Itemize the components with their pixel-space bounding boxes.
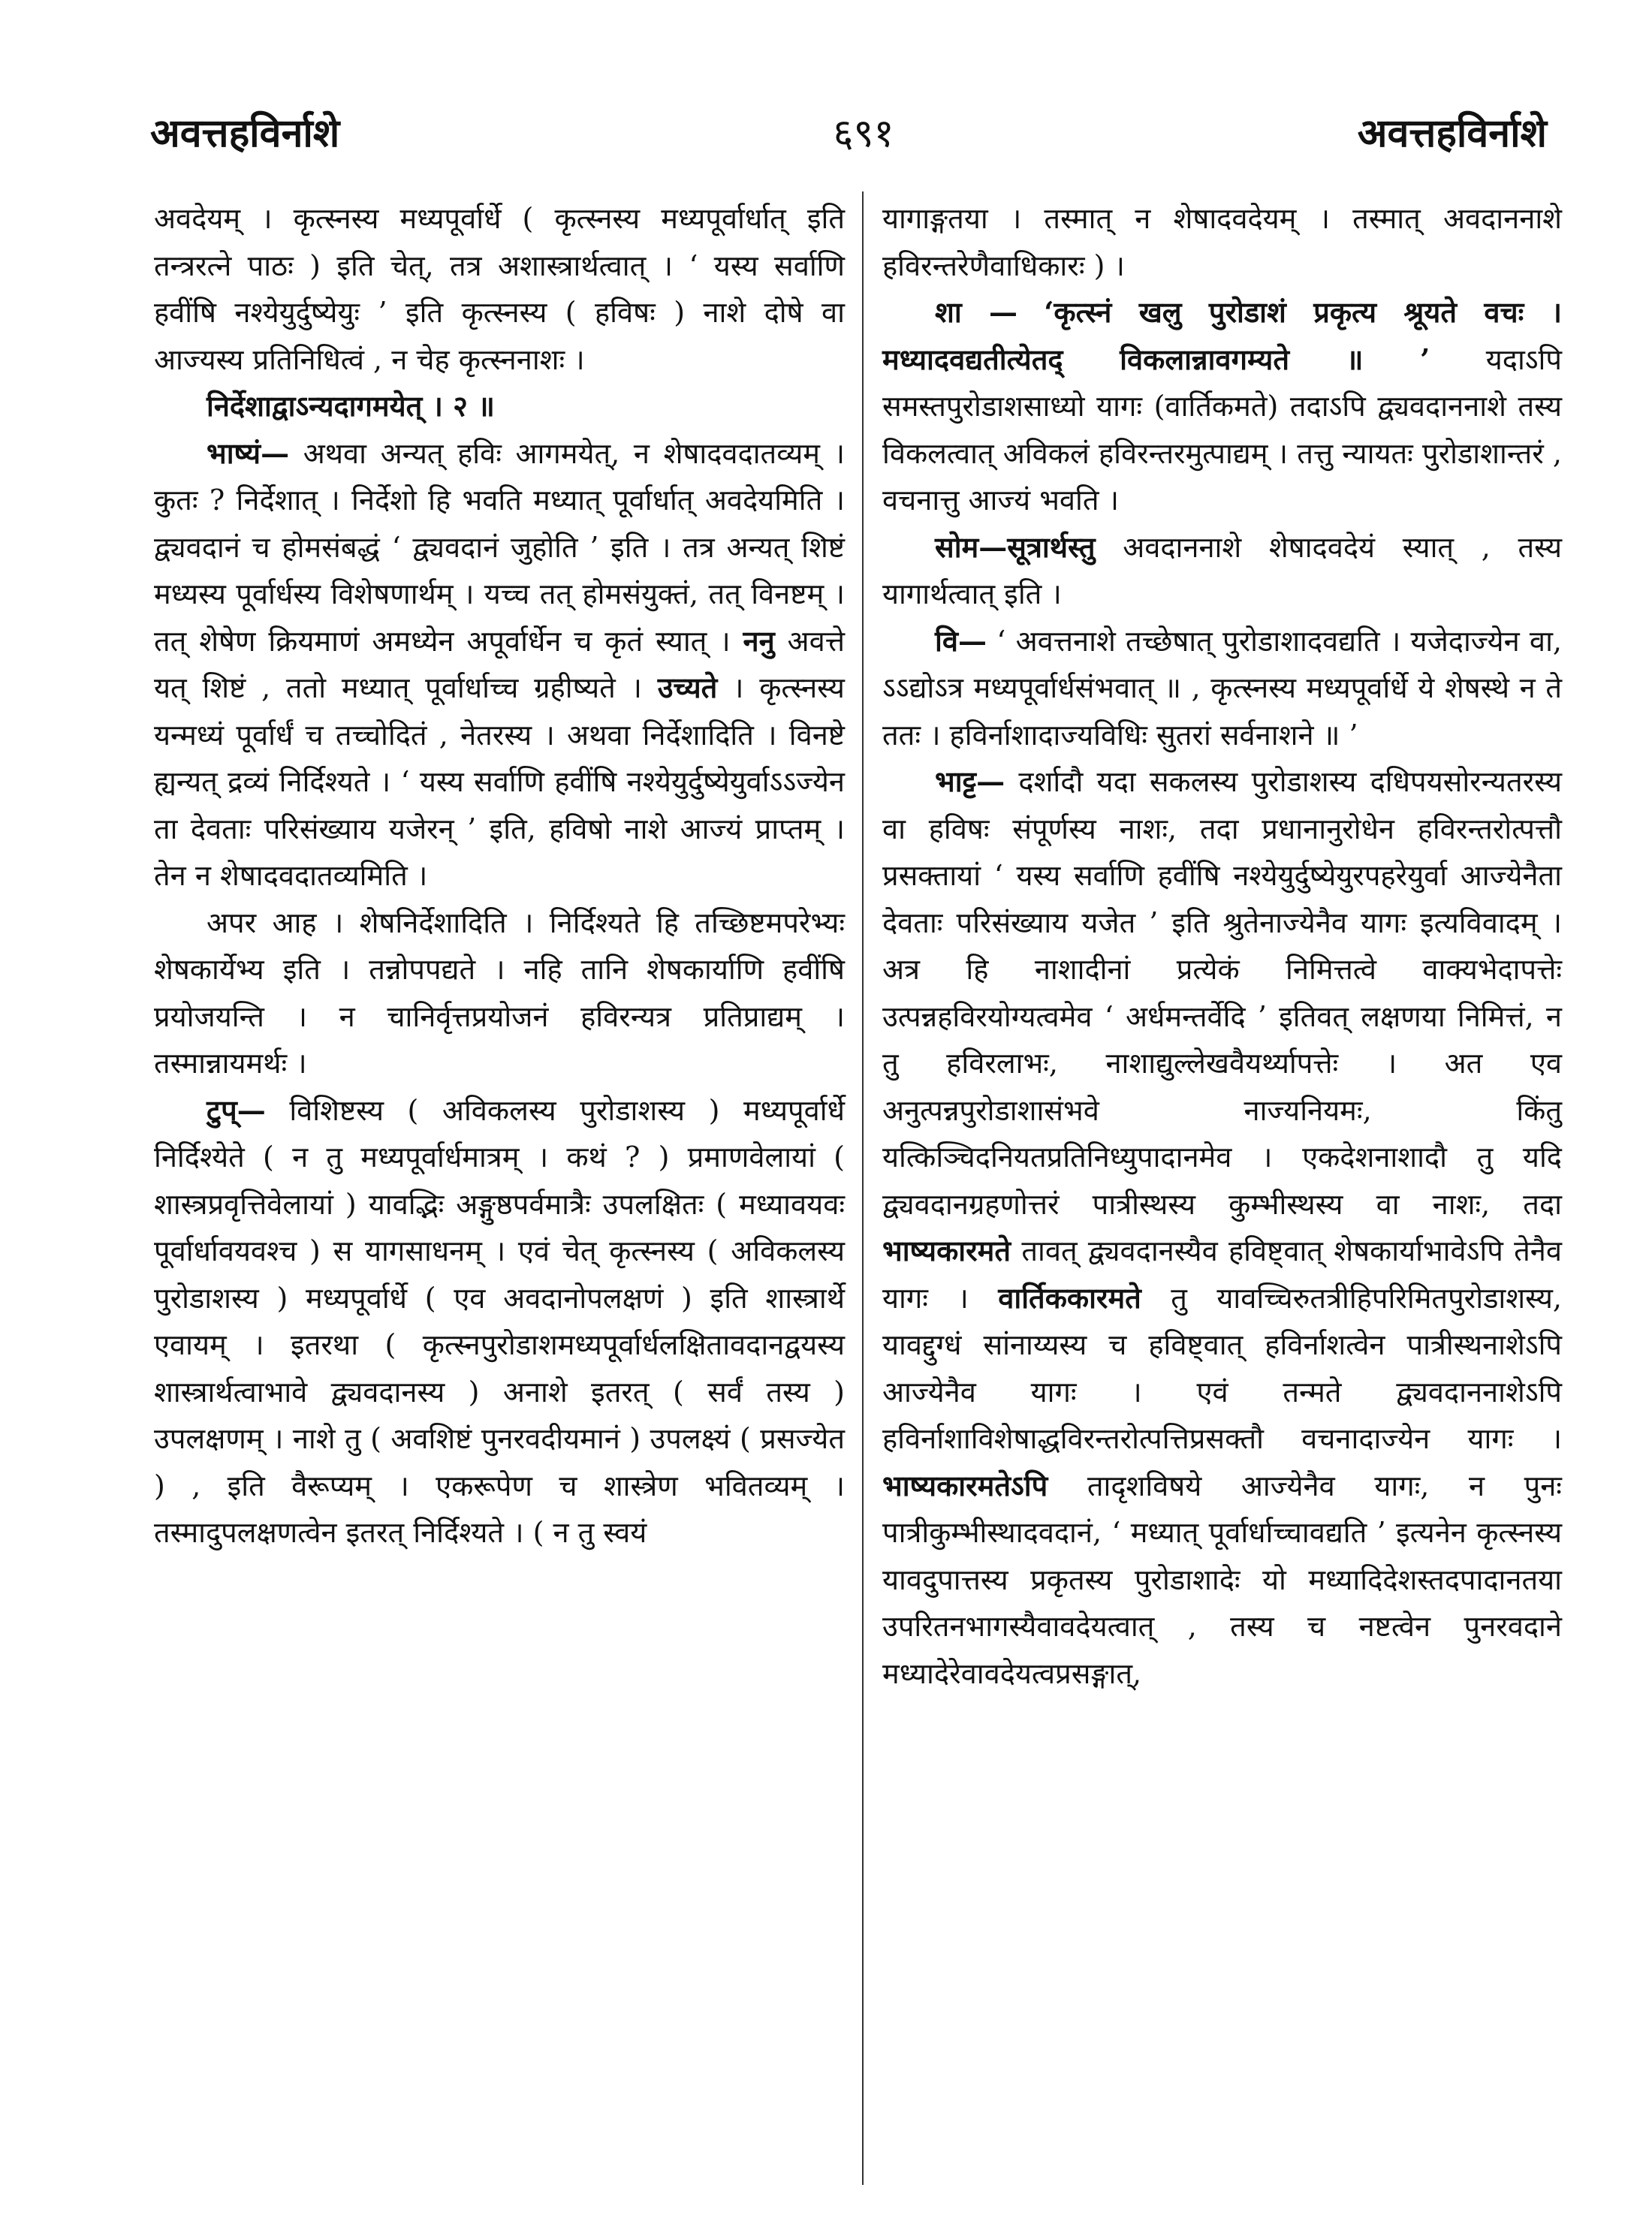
vi-paragraph	[882, 618, 1562, 759]
page-header	[150, 105, 1547, 173]
running-title-right: अवत्तहविर्नाशे	[1357, 110, 1547, 156]
som-text: अवदाननाशे शेषादवदेयं स्यात् , तस्य यागार्थत्वात् इति ।	[882, 530, 1562, 610]
vartikakara-mate-label: वार्तिककारमते	[998, 1280, 1141, 1315]
vi-label: वि—	[935, 623, 987, 658]
dup-paragraph	[154, 1087, 845, 1556]
column-divider	[862, 191, 864, 2185]
nanu-label: ननु	[743, 623, 775, 658]
sutra-line: निर्देशाद्वाऽन्यदागमयेत् । २ ॥	[206, 389, 495, 423]
nanu-text: अवत्ते यत् शिष्टं , ततो मध्यात् पूर्वार्धाच्च ग्रहीष्यते ।	[154, 624, 845, 704]
bhashyakara-mate-label-2: भाष्यकारमतेऽपि	[882, 1468, 1048, 1502]
uchyate-text: । कृत्स्नस्य यन्मध्यं पूर्वार्धं च तच्चोदितं , नेतरस्य । अथवा निर्देशादिति । विनष्टे ह्यन्यत् द्रव्यं निर्दिश्यते । ‘ यस्य सर्वाणि हवींषि नश्येयुर्दुष्येयुर्वाऽऽज्येन ता देवताः परिसंख्याय यजेरन् ’ इति, हविषो नाशे आज्यं प्राप्तम् । तेन न शेषादवदातव्यमिति ।	[154, 671, 845, 892]
running-title-left: अवत्तहविर्नाशे	[150, 110, 340, 156]
bhatta-text-1: दर्शादौ यदा सकलस्य पुरोडाशस्य दधिपयसोरन्यतरस्य वा हविषः संपूर्णस्य नाशः, तदा प्रधानानुरोधेन हविरन्तरोत्पत्तौ प्रसक्तायां ‘ यस्य सर्वाणि हवींषि नश्येयुर्दुष्येयुरपहरेयुर्वा आज्येनैता देवताः परिसंख्याय यजेत ’ इति श्रुतेनाज्येनैव यागः इत्यविवादम् । अत्र हि नाशादीनां प्रत्येकं निमित्तत्वे वाक्यभेदापत्तेः उत्पन्नहविरयोग्यत्वमेव ‘ अर्धमन्तर्वेदि ’ इतिवत् लक्षणया निमित्तं, न तु हविरलाभः, नाशाद्युल्लेखवैयर्थ्यापत्तेः । अत एव अनुत्पन्नपुरोडाशासंभवे नाज्यनियमः, किंतु यत्किञ्चिदनियतप्रतिनिध्युपादानमेव । एकदेशनाशादौ तु यदि द्व्यवदानग्रहणोत्तरं पात्रीस्थस्य कुम्भीस्थस्य वा नाशः, तदा	[882, 765, 1562, 1221]
right-paragraph-1: यागाङ्गतया । तस्मात् न शेषादवदेयम् । तस्मात् अवदाननाशे हविरन्तरेणैवाधिकारः ) ।	[882, 202, 1562, 282]
bhashya-paragraph	[154, 430, 845, 900]
som-label: सोम—सूत्रार्थस्तु	[935, 529, 1096, 564]
left-paragraph-1: अवदेयम् । कृत्स्नस्य मध्यपूर्वार्धे ( कृत्स्नस्य मध्यपूर्वार्धात् इति तन्त्ररत्ने पाठः ) इति चेत्, तत्र अशास्त्रार्थत्वात् । ‘ यस्य सर्वाणि हवींषि नश्येयुर्दुष्येयुः ’ इति कृत्स्नस्य ( हविषः ) नाशे दोषे वा आज्यस्य प्रतिनिधित्वं , न चेह कृत्स्ननाशः ।	[154, 202, 845, 376]
page-number: ६९१	[833, 111, 894, 156]
bhatta-paragraph	[882, 758, 1562, 1697]
dup-text: विशिष्टस्य ( अविकलस्य पुरोडाशस्य ) मध्यपूर्वार्धे निर्दिश्येते ( न तु मध्यपूर्वार्धमात्रम् । कथं ? ) प्रमाणवेलायां ( शास्त्रप्रवृत्तिवेलायां ) यावद्भिः अङ्गुष्ठपर्वमात्रैः उपलक्षितः ( मध्यावयवः पूर्वार्धावयवश्च ) स यागसाधनम् । एवं चेत् कृत्स्नस्य ( अविकलस्य पुरोडाशस्य ) मध्यपूर्वार्धे ( एव अवदानोपलक्षणं ) इति शास्त्रार्थे एवायम् । इतरथा ( कृत्स्नपुरोडाशमध्यपूर्वार्धलक्षितावदानद्वयस्य शास्त्रार्थत्वाभावे द्व्यवदानस्य ) अनाशे इतरत् ( सर्वं तस्य ) उपलक्षणम् । नाशे तु ( अवशिष्टं पुनरवदीयमानं ) उपलक्ष्यं ( प्रसज्येत ) , इति वैरूप्यम् । एकरूपेण च शास्त्रेण भवितव्यम् । तस्मादुपलक्षणत्वेन इतरत् निर्दिश्यते । ( न तु स्वयं	[154, 1093, 845, 1549]
vi-text: ‘ अवत्तनाशे तच्छेषात् पुरोडाशादवद्यति । यजेदाज्येन वा, ऽऽद्योऽत्र मध्यपूर्वार्धसंभवात् ॥ , कृत्स्नस्य मध्यपूर्वार्धे ये शेषस्थे न ते ततः । हविर्नाशादाज्यविधिः सुतरां सर्वनाशने ॥ ’	[882, 624, 1562, 752]
bhashya-text: अथवा अन्यत् हविः आगमयेत्, न शेषादवदातव्यम् । कुतः ? निर्देशात् । निर्देशो हि भवति मध्यात् पूर्वार्धात् अवदेयमिति । द्व्यवदानं च होमसंबद्धं ‘ द्व्यवदानं जुहोति ’ इति । तत्र अन्यत् शिष्टं मध्यस्य पूर्वार्धस्य विशेषणार्थम् । यच्च तत् होमसंयुक्तं, तत् विनष्टम् । तत् शेषेण क्रियमाणं अमध्येन अपूर्वार्धेन च कृतं स्यात् ।	[154, 436, 845, 658]
right-column	[882, 195, 1562, 1697]
bhashya-label: भाष्यं—	[206, 435, 290, 470]
bhatta-text-3: तु यावच्चिरुतत्रीहिपरिमितपुरोडाशस्य, यावद्दुग्धं सांनाय्यस्य च हविष्ट्वात् हविर्नाशत्वेन पात्रीस्थनाशेऽपि आज्येनैव यागः । एवं तन्मते द्व्यवदाननाशेऽपि हविर्नाशाविशेषाद्धविरन्तरोत्पत्तिप्रसक्तौ वचनादाज्येन यागः ।	[882, 1281, 1562, 1455]
bhashyakara-mate-label-1: भाष्यकारमते	[882, 1234, 1011, 1267]
uchyate-label: उच्यते	[657, 670, 718, 704]
sha-verse: ‘कृत्स्नं खलु पुरोडाशं प्रकृत्य श्रूयते वचः । मध्यादवद्यतीत्येतद् विकलान्नावगम्यते ॥ ’	[882, 295, 1562, 376]
bhatta-text-2: तावत् द्व्यवदानस्यैव हविष्ट्वात् शेषकार्याभावेऽपि तेनैव यागः ।	[882, 1234, 1562, 1315]
dup-label: टुप्—	[206, 1092, 266, 1127]
sha-label: शा —	[935, 295, 1018, 329]
bhatta-text-4: तादृशविषये आज्येनैव यागः, न पुनः पात्रीकुम्भीस्थादवदानं, ‘ मध्यात् पूर्वार्धाच्चावद्यति ’ इत्यनेन कृत्स्नस्य यावदुपात्तस्य प्रकृतस्य पुरोडाशादेः यो मध्यादिदेशस्तदपादानतया उपरितनभागस्यैवावदेयत्वात् , तस्य च नष्टत्वेन पुनरवदाने मध्यादेरेवावदेयत्वप्रसङ्गात्,	[882, 1469, 1562, 1690]
left-column	[154, 195, 845, 1556]
sha-paragraph	[882, 289, 1562, 524]
apara-paragraph: अपर आह । शेषनिर्देशादिति । निर्दिश्यते हि तच्छिष्टमपरेभ्यः शेषकार्येभ्य इति । तन्नोपपद्यते । नहि तानि शेषकार्याणि हवींषि प्रयोजयन्ति । न चानिर्वृत्तप्रयोजनं हविरन्यत्र प्रतिप्राद्यम् । तस्मान्नायमर्थः ।	[154, 906, 845, 1080]
sha-text: यदाऽपि समस्तपुरोडाशसाध्यो यागः (वार्तिकमते) तदाऽपि द्व्यवदाननाशे तस्य विकलत्वात् अविकलं हविरन्तरमुत्पाद्यम् । तत्तु न्यायतः पुरोडाशान्तरं , वचनात्तु आज्यं भवति ।	[882, 342, 1562, 517]
bhatta-label: भाट्ट—	[935, 764, 1005, 798]
som-paragraph	[882, 524, 1562, 618]
